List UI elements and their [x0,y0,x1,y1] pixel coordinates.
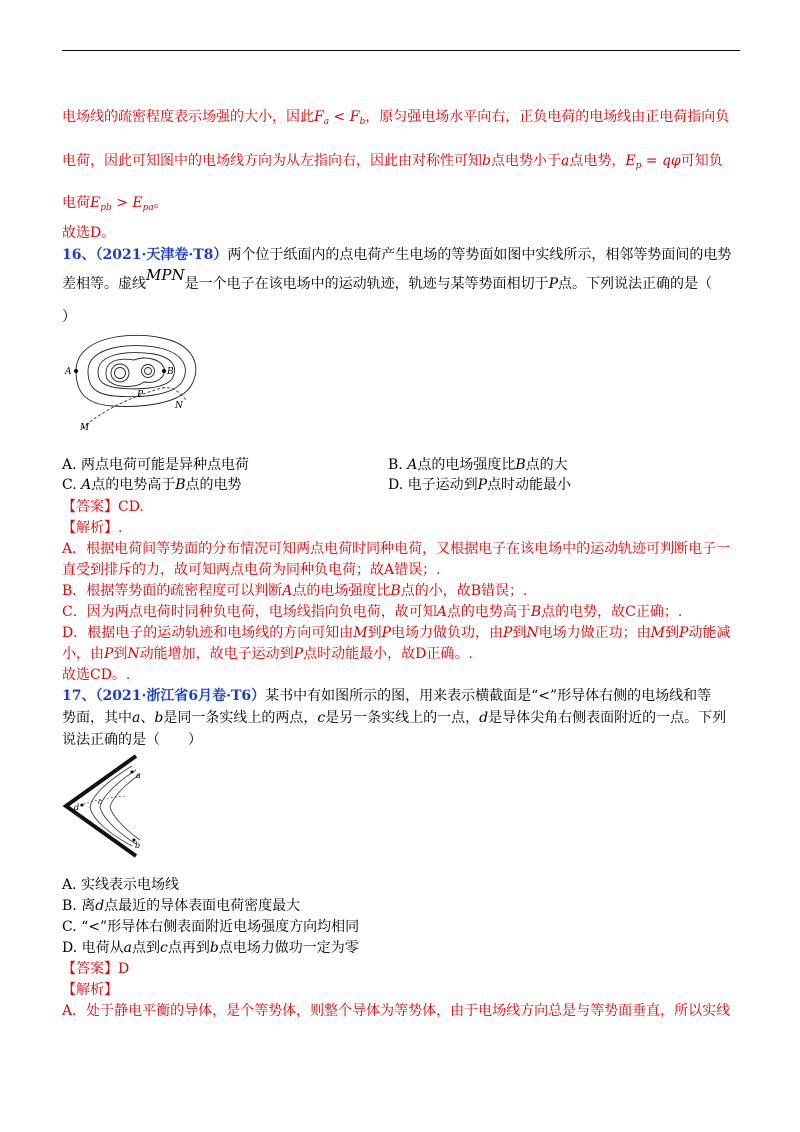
q16-conclusion: 故选CD。. [62,667,131,683]
q16-stem-line1: 16、（2021·天津卷·T8）两个位于纸面内的点电荷产生电场的等势面如图中实线所示，相邻等势面间的电势 [62,247,732,263]
q16-exp-C: C．因为两点电荷时同种负电荷，电场线指向负电荷，故可知A点的电势高于B点的电势，故C正确；. [62,604,683,620]
q16-equipotential-figure [62,326,212,436]
q17-option-D[interactable]: D. 电荷从a点到c点再到b点电场力做功一定为零 [62,940,359,956]
q16-fig-label-M: M [80,423,90,433]
header-rule [62,50,740,51]
q17-fig-label-c: c [98,798,102,806]
q15-conclusion: 故选D。 [62,225,116,241]
q16-option-D[interactable]: D. 电子运动到P点时动能最小 [388,477,572,493]
q16-analysis-label: 【解析】. [62,520,123,536]
q16-option-A[interactable]: A. 两点电荷可能是异种点电荷 [62,457,250,473]
q17-option-A[interactable]: A. 实线表示电场线 [62,877,180,893]
q16-option-B[interactable]: B. A点的电场强度比B点的大 [388,457,568,473]
q17-stem-line3: 说法正确的是（ ） [62,732,202,748]
q16-exp-D-line2: 小，由P到N动能增加，故电子运动到P点时动能最小，故D正确。. [62,646,473,662]
q17-option-B[interactable]: B. 离d点最近的导体表面电荷密度最大 [62,898,301,914]
q16-exp-A-line2: 直受到排斥的力，故可知两点电荷为同种负电荷；故A错误；. [62,562,441,578]
q17-fig-label-b: b [135,841,141,850]
q17-conductor-figure [60,752,150,862]
q17-fig-label-a: a [136,771,141,780]
q17-exp-A-line1: A．处于静电平衡的导体，是个等势体，则整个导体为等势体，由于电场线方向总是与等势面垂直，所以实线 [62,1003,731,1019]
q16-stem-line3: ） [62,309,76,325]
q17-answer: 【答案】D [62,961,130,977]
q16-exp-A-line1: A．根据电荷间等势面的分布情况可知两点电荷时同种电荷，又根据电子在该电场中的运动轨迹可判断电子一 [62,541,731,557]
q16-option-C[interactable]: C. A点的电势高于B点的电势 [62,477,242,493]
q17-stem-line2: 势面，其中a、b是同一条实线上的两点，c是另一条实线上的一点，d是导体尖角右侧表面附近的一点。下列 [62,710,727,726]
q16-exp-D-line1: D．根据电子的运动轨迹和电场线的方向可知由M到P电场力做负功，由P到N电场力做正功；由M到P动能减 [62,625,731,641]
q16-answer: 【答案】CD. [62,499,144,515]
q15-line3: 电荷$E_{pb} > E_{pa}$。 [62,195,168,213]
q17-stem-line1: 17、（2021·浙江省6月卷·T6）某书中有如图所示的图，用来表示横截面是“<”形导体右侧的电场线和等 [62,688,712,704]
q15-line1: 电场线的疏密程度表示场强的大小，因此$F_a < F_b$，原匀强电场水平向右，正负电荷的电场线由正电荷指向负 [62,109,730,127]
q16-exp-B: B．根据等势面的疏密程度可以判断A点的电场强度比B点的小，故B错误；. [62,583,528,599]
q15-line2: 电荷，因此可知图中的电场线方向为从左指向右，因此由对称性可知b点电势小于a点电势，$E_p = q\varphi$可知负 [62,153,723,171]
q16-fig-label-N: N [175,401,183,411]
q16-fig-label-B: B [167,367,174,377]
q16-stem-line2: 差相等。虚线MPN是一个电子在该电场中的运动轨迹，轨迹与某等势面相切于P点。下列说法正确的是（ [62,266,712,292]
q16-fig-label-P: P [137,390,144,400]
q17-analysis-label: 【解析】 [62,982,118,998]
q17-fig-label-d: d [74,803,80,812]
q16-fig-label-A: A [65,367,72,377]
q17-option-C[interactable]: C. “<”形导体右侧表面附近电场强度方向均相同 [62,919,360,935]
